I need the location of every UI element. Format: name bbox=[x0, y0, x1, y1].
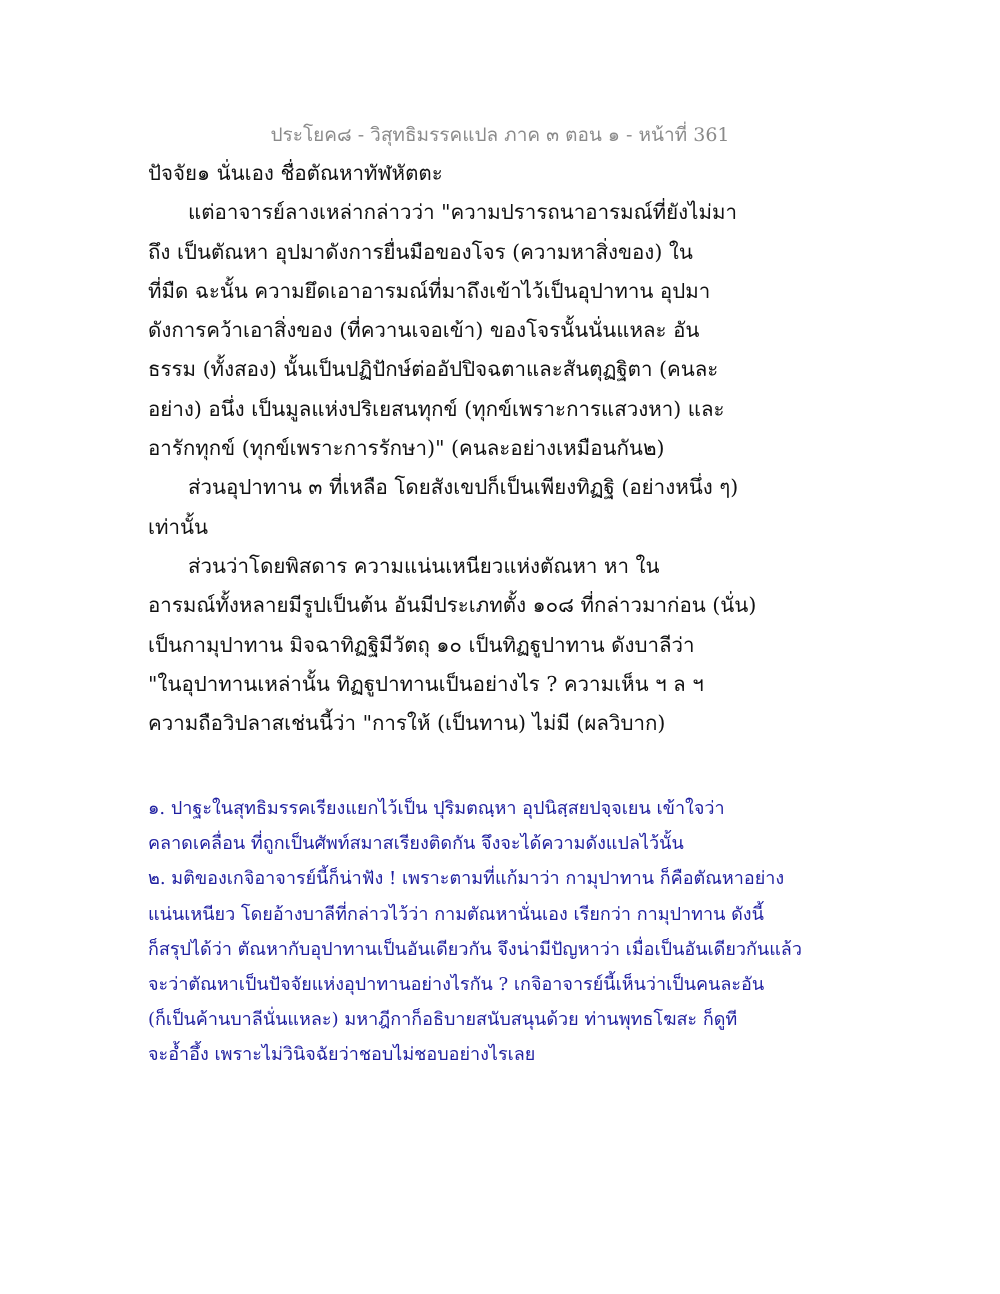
footnote-line: ๑. ปาฐะในสุทธิมรรคเรียงแยกไว้เป็น ปุริมตณฺหา อุปนิสฺสยปจฺจเยน เข้าใจว่า bbox=[148, 798, 725, 819]
body-line: ส่วนว่าโดยพิสดาร ความแน่นเหนียวแห่งตัณหา หา ใน bbox=[188, 553, 660, 578]
body-line: ปัจจัย๑ นั่นเอง ชื่อตัณหาทัฬหัตตะ bbox=[148, 161, 443, 185]
footnote-line: จะว่าตัณหาเป็นปัจจัยแห่งอุปาทานอย่างไรกัน ? เกจิอาจารย์นี้เห็นว่าเป็นคนละอัน bbox=[148, 974, 765, 996]
body-line: ถึง เป็นตัณหา อุปมาดังการยื่นมือของโจร (ความหาสิ่งของ) ใน bbox=[148, 239, 693, 264]
running-header: ประโยค๘ - วิสุทธิมรรคแปล ภาค ๓ ตอน ๑ - หน้าที่ 361 bbox=[270, 124, 730, 146]
body-line: ที่มืด ฉะนั้น ความยึดเอาอารมณ์ที่มาถึงเข้าไว้เป็นอุปาทาน อุปมา bbox=[148, 278, 711, 303]
footnote-line: จะอ้ำอึ้ง เพราะไม่วินิจฉัยว่าชอบไม่ชอบอย่างไรเลย bbox=[148, 1044, 536, 1066]
body-line: ความถือวิปลาสเช่นนี้ว่า "การให้ (เป็นทาน) ไม่มี (ผลวิบาก) bbox=[148, 711, 666, 736]
body-line: ดังการคว้าเอาสิ่งของ (ที่ควานเจอเข้า) ของโจรนั้นนั่นแหละ อัน bbox=[148, 318, 700, 343]
body-line: อย่าง) อนึ่ง เป็นมูลแห่งปริเยสนทุกข์ (ทุกข์เพราะการแสวงหา) และ bbox=[148, 396, 725, 421]
body-line: "ในอุปาทานเหล่านั้น ทิฏฐูปาทานเป็นอย่างไร ? ความเห็น ฯ ล ฯ bbox=[148, 671, 704, 696]
footnote-line: ๒. มติของเกจิอาจารย์นี้ก็น่าฟัง ! เพราะตามที่แก้มาว่า กามุปาทาน ก็คือตัณหาอย่าง bbox=[148, 868, 785, 890]
body-line: เป็นกามุปาทาน มิจฉาทิฏฐิมีวัตถุ ๑๐ เป็นทิฏฐูปาทาน ดังบาลีว่า bbox=[148, 632, 695, 657]
body-text bbox=[148, 154, 868, 743]
body-line: อารักทุกข์ (ทุกข์เพราะการรักษา)" (คนละอย่างเหมือนกัน๒) bbox=[148, 436, 665, 461]
footnotes bbox=[148, 791, 868, 1073]
body-line: ส่วนอุปาทาน ๓ ที่เหลือ โดยสังเขปก็เป็นเพียงทิฏฐิ (อย่างหนึ่ง ๆ) bbox=[188, 475, 739, 500]
footnote-line: ก็สรุปได้ว่า ตัณหากับอุปาทานเป็นอันเดียวกัน จึงน่ามีปัญหาว่า เมื่อเป็นอันเดียวกันแล้ว bbox=[148, 938, 802, 960]
body-line: อารมณ์ทั้งหลายมีรูปเป็นต้น อันมีประเภทตั้ง ๑๐๘ ที่กล่าวมาก่อน (นั่น) bbox=[148, 593, 757, 618]
footnote-line: แน่นเหนียว โดยอ้างบาลีที่กล่าวไว้ว่า กามตัณหานั่นเอง เรียกว่า กามุปาทาน ดังนี้ bbox=[148, 903, 764, 925]
body-line: แต่อาจารย์ลางเหล่ากล่าวว่า "ความปรารถนาอารมณ์ที่ยังไม่มา bbox=[188, 200, 738, 225]
footnote-line: (ก็เป็นค้านบาลีนั่นแหละ) มหาฎีกาก็อธิบายสนับสนุนด้วย ท่านพุทธโฆสะ ก็ดูที bbox=[148, 1009, 738, 1031]
body-line: ธรรม (ทั้งสอง) นั้นเป็นปฏิปักษ์ต่ออัปปิจฉตาและสันตุฏฐิตา (คนละ bbox=[148, 357, 719, 382]
body-line: เท่านั้น bbox=[148, 514, 209, 539]
footnote-line: คลาดเคลื่อน ที่ถูกเป็นศัพท์สมาสเรียงติดกัน จึงจะได้ความดังแปลไว้นั้น bbox=[148, 833, 684, 855]
